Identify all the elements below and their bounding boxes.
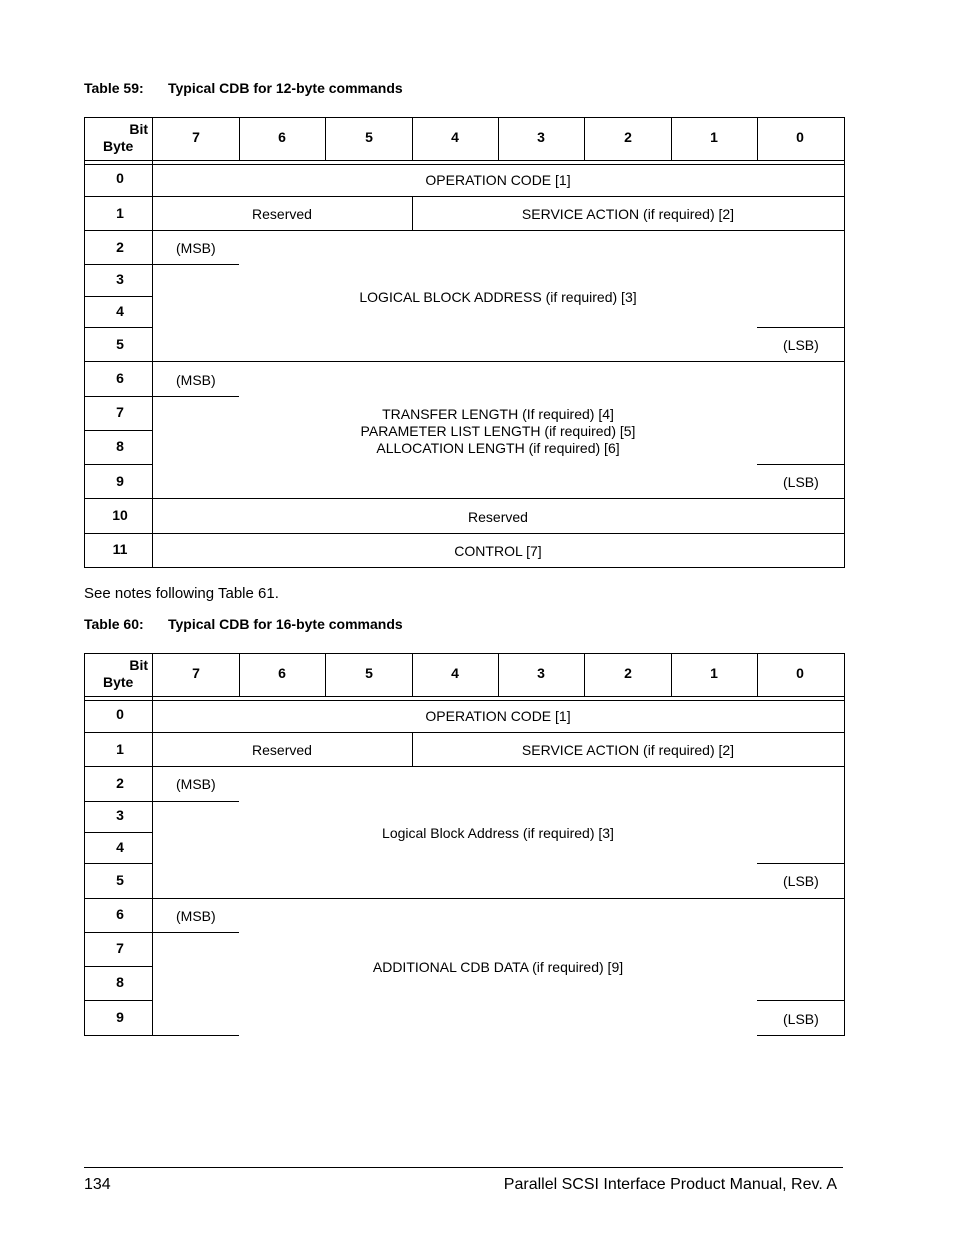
- reserved-field: Reserved: [252, 206, 312, 222]
- byte-number: 0: [116, 170, 124, 186]
- header-bit-3: 3: [537, 129, 545, 145]
- byte-number: 3: [116, 271, 124, 287]
- header-bit-3: 3: [537, 665, 545, 681]
- byte-number: 5: [116, 336, 124, 352]
- header-bit-4: 4: [451, 665, 459, 681]
- operation-code-field: OPERATION CODE [1]: [425, 708, 571, 724]
- byte-number: 9: [116, 1009, 124, 1025]
- header-bit-1: 1: [710, 665, 718, 681]
- table-note: See notes following Table 61.: [84, 585, 279, 602]
- header-bit-2: 2: [624, 129, 632, 145]
- msb-label: (MSB): [176, 908, 216, 924]
- byte-number: 8: [116, 974, 124, 990]
- msb-label: (MSB): [176, 240, 216, 256]
- allocation-length-field: ALLOCATION LENGTH (if required) [6]: [376, 440, 620, 456]
- header-bit-0: 0: [796, 665, 804, 681]
- byte-number: 7: [116, 404, 124, 420]
- byte-number: 2: [116, 239, 124, 255]
- table60: [84, 653, 845, 1036]
- table59-caption: [84, 80, 403, 96]
- header-bit-1: 1: [710, 129, 718, 145]
- table59-title: Typical CDB for 12-byte commands: [168, 80, 403, 96]
- reserved-byte-10-field: Reserved: [468, 509, 528, 525]
- byte-number: 3: [116, 807, 124, 823]
- header-bit-7: 7: [192, 665, 200, 681]
- table60-caption: [84, 616, 403, 632]
- logical-block-address-field: LOGICAL BLOCK ADDRESS (if required) [3]: [359, 289, 637, 305]
- byte-number: 7: [116, 940, 124, 956]
- header-byte-label: Byte: [103, 674, 134, 690]
- logical-block-address-field: Logical Block Address (if required) [3]: [382, 825, 614, 841]
- service-action-field: SERVICE ACTION (if required) [2]: [521, 206, 735, 222]
- reserved-field: Reserved: [252, 742, 312, 758]
- byte-number: 10: [112, 507, 128, 523]
- byte-number: 5: [116, 872, 124, 888]
- byte-number: 0: [116, 706, 124, 722]
- table59: [84, 117, 845, 568]
- parameter-list-length-field: PARAMETER LIST LENGTH (if required) [5]: [360, 423, 636, 439]
- byte-number: 11: [112, 541, 128, 557]
- byte-number: 6: [116, 906, 124, 922]
- operation-code-field: OPERATION CODE [1]: [425, 172, 571, 188]
- byte-number: 9: [116, 473, 124, 489]
- control-field: CONTROL [7]: [454, 543, 542, 559]
- page-number: 134: [84, 1176, 111, 1193]
- footer-rule: [84, 1167, 843, 1168]
- service-action-field: SERVICE ACTION (if required) [2]: [521, 742, 735, 758]
- lsb-label: (LSB): [783, 337, 819, 353]
- table60-number: Table 60:: [84, 616, 144, 632]
- byte-number: 2: [116, 775, 124, 791]
- header-bit-label: Bit: [129, 121, 148, 137]
- byte-number: 6: [116, 370, 124, 386]
- header-bit-0: 0: [796, 129, 804, 145]
- header-bit-label: Bit: [129, 657, 148, 673]
- byte-number: 1: [116, 205, 124, 221]
- header-bit-4: 4: [451, 129, 459, 145]
- header-bit-6: 6: [278, 665, 286, 681]
- table60-title: Typical CDB for 16-byte commands: [168, 616, 403, 632]
- byte-number: 1: [116, 741, 124, 757]
- msb-label: (MSB): [176, 372, 216, 388]
- byte-number: 8: [116, 438, 124, 454]
- lsb-label: (LSB): [783, 1011, 819, 1027]
- table59-number: Table 59:: [84, 80, 144, 96]
- header-bit-5: 5: [365, 665, 373, 681]
- header-byte-label: Byte: [103, 138, 134, 154]
- header-bit-7: 7: [192, 129, 200, 145]
- header-bit-2: 2: [624, 665, 632, 681]
- additional-cdb-data-field: ADDITIONAL CDB DATA (if required) [9]: [372, 959, 624, 975]
- header-bit-6: 6: [278, 129, 286, 145]
- transfer-length-field: TRANSFER LENGTH (If required) [4]: [382, 406, 614, 422]
- byte-number: 4: [116, 839, 124, 855]
- lsb-label: (LSB): [783, 873, 819, 889]
- byte-number: 4: [116, 303, 124, 319]
- manual-title: Parallel SCSI Interface Product Manual, Rev. A: [503, 1176, 837, 1193]
- lsb-label: (LSB): [783, 474, 819, 490]
- header-bit-5: 5: [365, 129, 373, 145]
- msb-label: (MSB): [176, 776, 216, 792]
